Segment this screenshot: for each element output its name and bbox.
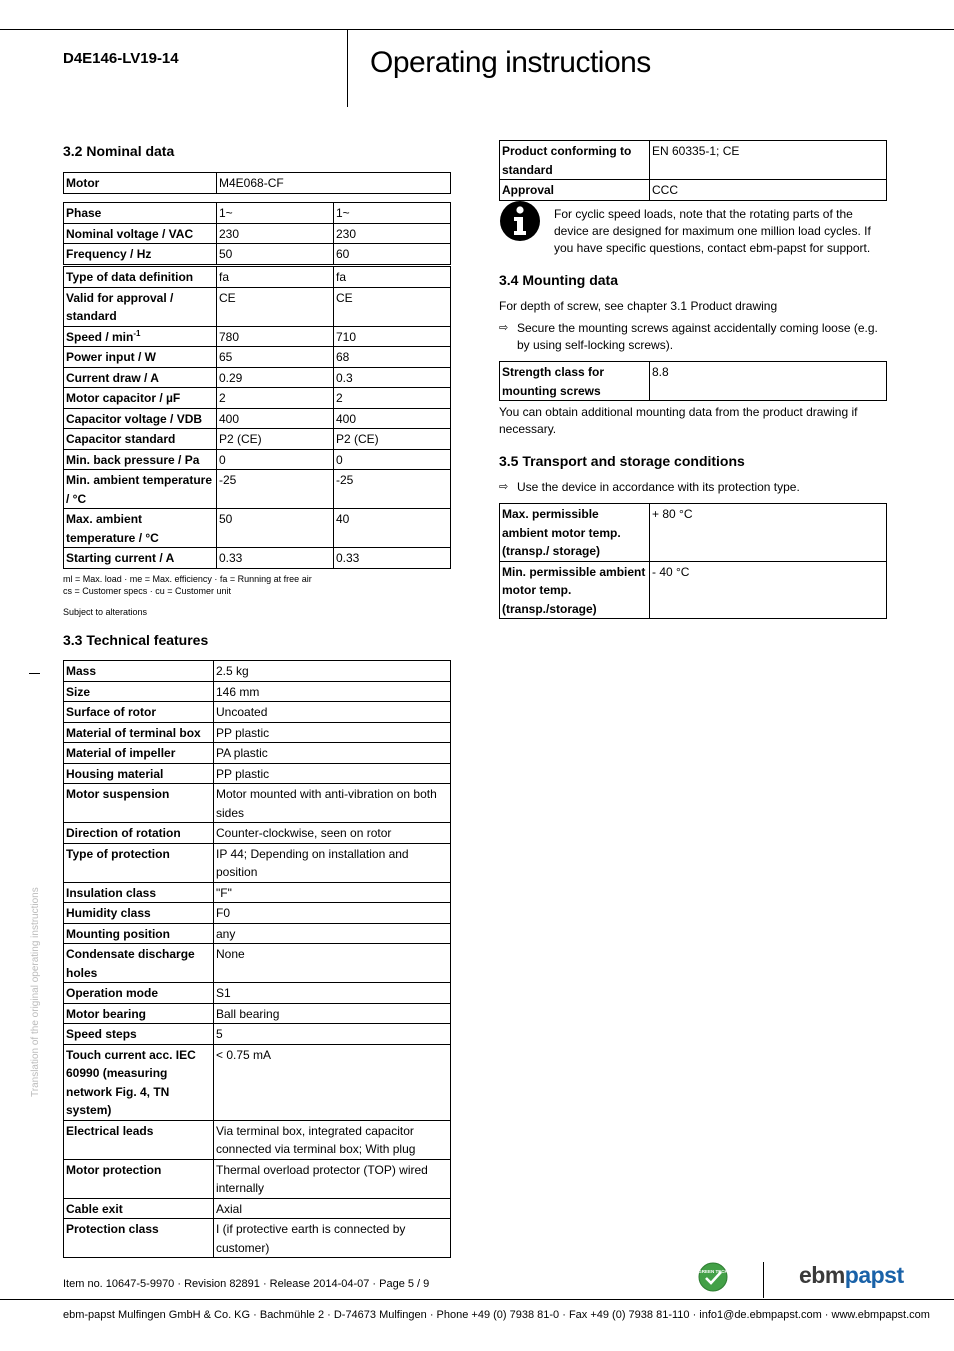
abbrev-note-1: ml = Max. load · me = Max. efficiency · fa = Running at free air [63, 574, 312, 584]
row-value: Thermal overload protector (TOP) wired internally [214, 1159, 451, 1198]
table-row [64, 743, 451, 764]
row-value: 2 [217, 388, 334, 409]
company-info: ebm-papst Mulfingen GmbH & Co. KG · Bachmühle 2 · D-74673 Mulfingen · Phone +49 (0) 7938 81-0 · Fax +49 (0) 7938 81-110 · info1@de.ebmpapst.com · www.ebmpapst.com [63, 1309, 930, 1321]
table-row [64, 1024, 451, 1045]
row-value: 710 [334, 326, 451, 347]
row-value: any [214, 923, 451, 944]
header-divider [347, 30, 348, 107]
table-row [64, 1159, 451, 1198]
row-value: < 0.75 mA [214, 1044, 451, 1120]
row-label: Nominal voltage / VAC [64, 223, 217, 244]
row-label: Approval [500, 180, 650, 201]
row-value: 400 [334, 408, 451, 429]
table-row [64, 823, 451, 844]
abbrev-note-2: cs = Customer specs · cu = Customer unit [63, 586, 232, 596]
row-value: Motor mounted with anti-vibration on both sides [214, 784, 451, 823]
row-label: Capacitor voltage / VDB [64, 408, 217, 429]
table-row [64, 408, 451, 429]
row-label: Size [64, 681, 214, 702]
row-label: Starting current / A [64, 548, 217, 569]
table-row [64, 1003, 451, 1024]
transport-bullet-text: Use the device in accordance with its protection type. [517, 480, 800, 494]
row-value: fa [334, 267, 451, 288]
table-row [64, 882, 451, 903]
row-value: Via terminal box, integrated capacitor connected via terminal box; With plug [214, 1120, 451, 1159]
table-row [64, 470, 451, 509]
table-row [64, 661, 451, 682]
table-row [64, 763, 451, 784]
section-heading-technical-features: 3.3 Technical features [63, 632, 209, 648]
green-tech-label: GREEN TECH [698, 1269, 728, 1274]
table-row [500, 180, 887, 201]
table-row [64, 1198, 451, 1219]
row-value: 1~ [217, 203, 334, 224]
standard-table [499, 140, 887, 201]
table-row [64, 267, 451, 288]
mounting-text-1: For depth of screw, see chapter 3.1 Product drawing [499, 299, 778, 313]
temperature-table [499, 503, 887, 619]
row-value: 0 [334, 449, 451, 470]
row-value: 0 [217, 449, 334, 470]
motor-label: Motor [64, 173, 217, 194]
speed-unit-superscript: -1 [133, 328, 141, 338]
row-value: 230 [334, 223, 451, 244]
mounting-text-2: You can obtain additional mounting data from the product drawing if necessary. [499, 405, 858, 436]
row-value: 0.29 [217, 367, 334, 388]
row-label: Min. permissible ambient motor temp. (transp./storage) [500, 561, 650, 619]
row-label [64, 326, 217, 347]
table-row [64, 347, 451, 368]
cyclic-load-info: For cyclic speed loads, note that the rotating parts of the device are designed for maximum one million load cycles. If you have specific questions, contact ebm-papst for support. [554, 207, 871, 255]
row-label: Current draw / A [64, 367, 217, 388]
row-value: - 40 °C [650, 561, 887, 619]
row-value: EN 60335-1; CE [650, 141, 887, 180]
table-row [64, 702, 451, 723]
table-row [64, 1120, 451, 1159]
info-icon [499, 200, 541, 242]
table-row [64, 326, 451, 347]
table-row [500, 362, 887, 401]
mounting-bullet-text: Secure the mounting screws against accidentally coming loose (e.g. by using self-locking screws). [517, 321, 878, 352]
table-row [64, 203, 451, 224]
row-value: 780 [217, 326, 334, 347]
row-value: F0 [214, 903, 451, 924]
row-label: Min. back pressure / Pa [64, 449, 217, 470]
row-value: PP plastic [214, 763, 451, 784]
row-value: S1 [214, 983, 451, 1004]
row-value: "F" [214, 882, 451, 903]
row-label: Electrical leads [64, 1120, 214, 1159]
row-label: Type of data definition [64, 267, 217, 288]
row-label: Motor protection [64, 1159, 214, 1198]
row-value: 230 [217, 223, 334, 244]
table-row [64, 1044, 451, 1120]
table-row [64, 548, 451, 569]
performance-table [63, 266, 451, 569]
margin-mark [29, 673, 40, 674]
row-label: Housing material [64, 763, 214, 784]
row-label: Motor bearing [64, 1003, 214, 1024]
strength-label: Strength class for mounting screws [500, 362, 650, 401]
row-value: 40 [334, 509, 451, 548]
table-row [64, 784, 451, 823]
row-label: Operation mode [64, 983, 214, 1004]
row-label: Direction of rotation [64, 823, 214, 844]
table-row [64, 449, 451, 470]
row-value: 65 [217, 347, 334, 368]
row-label: Max. permissible ambient motor temp. (transp./ storage) [500, 504, 650, 562]
table-row [500, 141, 887, 180]
row-value: PA plastic [214, 743, 451, 764]
model-number: D4E146-LV19-14 [63, 50, 179, 67]
table-row [64, 367, 451, 388]
table-row [64, 983, 451, 1004]
strength-value: 8.8 [650, 362, 887, 401]
section-heading-nominal-data: 3.2 Nominal data [63, 143, 175, 159]
row-label: Max. ambient temperature / °C [64, 509, 217, 548]
strength-table [499, 361, 887, 401]
row-value: Ball bearing [214, 1003, 451, 1024]
table-row [64, 722, 451, 743]
electrical-table [63, 202, 451, 265]
motor-table [63, 172, 451, 194]
row-value: -25 [217, 470, 334, 509]
row-label: Valid for approval / standard [64, 287, 217, 326]
row-value: 0.3 [334, 367, 451, 388]
row-label: Phase [64, 203, 217, 224]
row-label: Protection class [64, 1219, 214, 1258]
transport-bullet [499, 479, 887, 496]
table-row [64, 843, 451, 882]
table-row [64, 429, 451, 450]
arrow-icon: ⇨ [499, 322, 509, 334]
row-value: 60 [334, 244, 451, 265]
row-value: Uncoated [214, 702, 451, 723]
table-row [64, 681, 451, 702]
ebmpapst-logo: ebmpapst [799, 1262, 904, 1288]
row-value: PP plastic [214, 722, 451, 743]
row-value: P2 (CE) [334, 429, 451, 450]
table-row [500, 504, 887, 562]
row-label: Motor suspension [64, 784, 214, 823]
row-value: 0.33 [217, 548, 334, 569]
section-heading-transport-storage: 3.5 Transport and storage conditions [499, 453, 745, 469]
row-value: CCC [650, 180, 887, 201]
logo-divider [763, 1262, 764, 1298]
row-value: 68 [334, 347, 451, 368]
row-label: Min. ambient temperature / °C [64, 470, 217, 509]
table-row [64, 944, 451, 983]
row-label: Speed steps [64, 1024, 214, 1045]
row-value: 50 [217, 509, 334, 548]
document-title: Operating instructions [370, 46, 651, 79]
row-label: Product conforming to standard [500, 141, 650, 180]
row-value: 5 [214, 1024, 451, 1045]
row-value: CE [217, 287, 334, 326]
row-label: Surface of rotor [64, 702, 214, 723]
table-row [500, 561, 887, 619]
row-value: None [214, 944, 451, 983]
table-row [64, 244, 451, 265]
table-row [64, 903, 451, 924]
row-label: Mounting position [64, 923, 214, 944]
table-row [64, 287, 451, 326]
row-label: Type of protection [64, 843, 214, 882]
table-row [64, 388, 451, 409]
mounting-bullet [499, 320, 887, 354]
row-value: + 80 °C [650, 504, 887, 562]
item-info: Item no. 10647-5-9970 · Revision 82891 · Release 2014-04-07 · Page 5 / 9 [63, 1278, 430, 1290]
table-row [64, 1219, 451, 1258]
row-label: Frequency / Hz [64, 244, 217, 265]
row-value: 2 [334, 388, 451, 409]
row-label: Insulation class [64, 882, 214, 903]
row-label: Mass [64, 661, 214, 682]
row-value: 146 mm [214, 681, 451, 702]
row-value: -25 [334, 470, 451, 509]
row-value: P2 (CE) [217, 429, 334, 450]
row-value: Counter-clockwise, seen on rotor [214, 823, 451, 844]
row-label: Material of impeller [64, 743, 214, 764]
row-label: Capacitor standard [64, 429, 217, 450]
table-row [64, 509, 451, 548]
row-label: Condensate discharge holes [64, 944, 214, 983]
row-value: CE [334, 287, 451, 326]
row-label: Power input / W [64, 347, 217, 368]
side-translation-note: Translation of the original operating instructions [30, 887, 41, 1097]
row-value: 0.33 [334, 548, 451, 569]
speed-label-text: Speed / min [66, 329, 134, 344]
row-value: fa [217, 267, 334, 288]
row-value: IP 44; Depending on installation and position [214, 843, 451, 882]
alterations-note: Subject to alterations [63, 607, 148, 617]
row-value: I (if protective earth is connected by customer) [214, 1219, 451, 1258]
footer-rule [0, 1299, 954, 1300]
motor-value: M4E068-CF [217, 173, 451, 194]
row-label: Touch current acc. IEC 60990 (measuring network Fig. 4, TN system) [64, 1044, 214, 1120]
header-rule [0, 29, 954, 30]
row-value: Axial [214, 1198, 451, 1219]
table-row [64, 223, 451, 244]
row-label: Cable exit [64, 1198, 214, 1219]
technical-features-table [63, 660, 451, 1258]
row-value: 2.5 kg [214, 661, 451, 682]
table-row [64, 923, 451, 944]
row-label: Material of terminal box [64, 722, 214, 743]
row-label: Humidity class [64, 903, 214, 924]
row-value: 1~ [334, 203, 451, 224]
row-label: Motor capacitor / µF [64, 388, 217, 409]
green-tech-badge-icon [698, 1262, 728, 1292]
row-value: 400 [217, 408, 334, 429]
arrow-icon: ⇨ [499, 481, 509, 493]
table-row [64, 173, 451, 194]
row-value: 50 [217, 244, 334, 265]
section-heading-mounting-data: 3.4 Mounting data [499, 272, 618, 288]
